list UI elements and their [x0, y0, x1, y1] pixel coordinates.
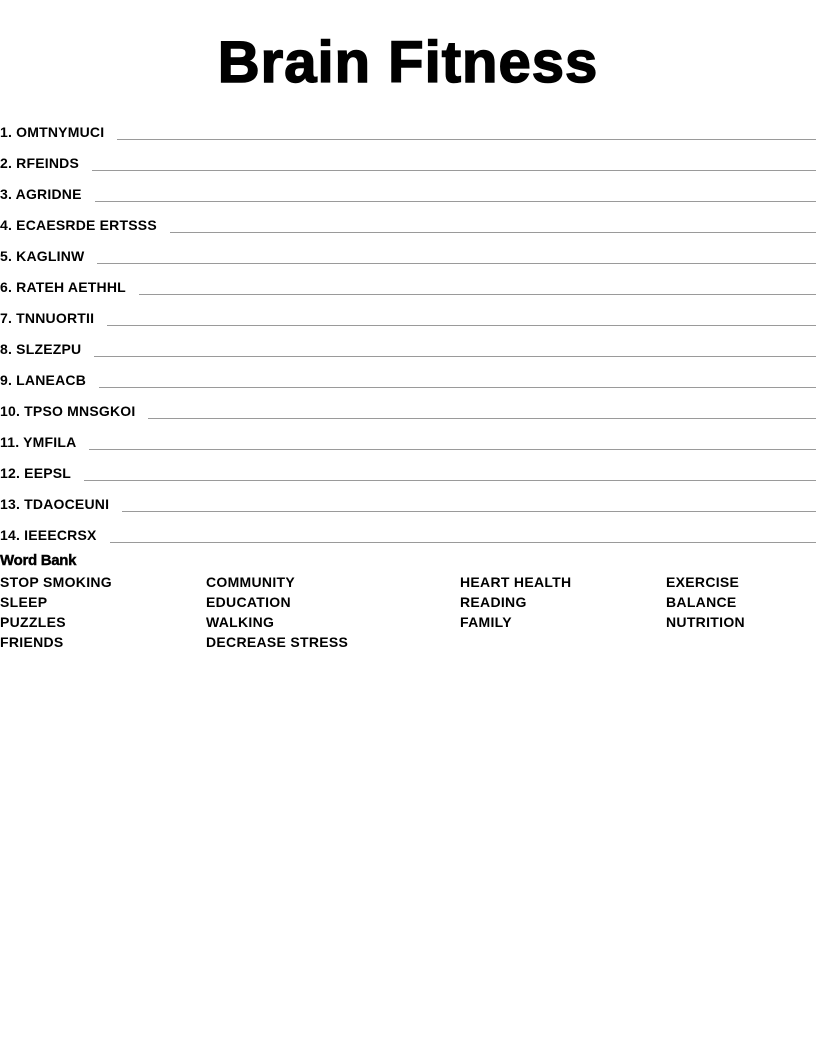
- answer-line[interactable]: [89, 448, 816, 450]
- question-label: 6. RATEH AETHHL: [0, 279, 126, 295]
- answer-line[interactable]: [92, 169, 816, 171]
- question-label: 5. KAGLINW: [0, 248, 85, 264]
- answer-line[interactable]: [117, 138, 816, 140]
- word-bank: [0, 572, 816, 652]
- answer-line[interactable]: [170, 231, 816, 233]
- answer-line[interactable]: [95, 200, 816, 202]
- question-label: 13. TDAOCEUNI: [0, 496, 110, 512]
- question-row: [0, 173, 816, 204]
- question-row: [0, 359, 816, 390]
- question-list: [0, 111, 816, 545]
- answer-line[interactable]: [110, 541, 816, 543]
- answer-line[interactable]: [139, 293, 816, 295]
- question-label: 10. TPSO MNSGKOI: [0, 403, 136, 419]
- word-bank-item: EDUCATION: [206, 594, 291, 610]
- question-row: [0, 514, 816, 545]
- word-bank-item: PUZZLES: [0, 614, 66, 630]
- question-row: [0, 297, 816, 328]
- question-label: 14. IEEECRSX: [0, 527, 97, 543]
- answer-line[interactable]: [99, 386, 816, 388]
- word-bank-item: STOP SMOKING: [0, 574, 112, 590]
- question-label: 1. OMTNYMUCI: [0, 124, 105, 140]
- page-title: Brain Fitness: [217, 30, 599, 95]
- question-label: 7. TNNUORTII: [0, 310, 95, 326]
- word-bank-item: SLEEP: [0, 594, 48, 610]
- question-row: [0, 328, 816, 359]
- question-row: [0, 452, 816, 483]
- question-label: 2. RFEINDS: [0, 155, 80, 171]
- question-row: [0, 204, 816, 235]
- question-label: 4. ECAESRDE ERTSSS: [0, 217, 157, 233]
- word-bank-item: COMMUNITY: [206, 574, 296, 590]
- question-row: [0, 421, 816, 452]
- question-row: [0, 111, 816, 142]
- question-row: [0, 483, 816, 514]
- word-bank-row: [0, 632, 816, 652]
- question-label: 12. EEPSL: [0, 465, 72, 481]
- question-row: [0, 142, 816, 173]
- word-bank-row: [0, 592, 816, 612]
- question-row: [0, 390, 816, 421]
- word-bank-title: Word Bank: [0, 552, 77, 569]
- answer-line[interactable]: [94, 355, 816, 357]
- question-label: 8. SLZEZPU: [0, 341, 82, 357]
- word-bank-item: FAMILY: [460, 614, 512, 630]
- word-bank-item: BALANCE: [666, 594, 737, 610]
- word-bank-item: READING: [460, 594, 527, 610]
- word-bank-row: [0, 612, 816, 632]
- question-label: 9. LANEACB: [0, 372, 87, 388]
- word-bank-item: NUTRITION: [666, 614, 745, 630]
- question-label: 11. YMFILA: [0, 434, 77, 450]
- word-bank-item: DECREASE STRESS: [206, 634, 349, 650]
- answer-line[interactable]: [122, 510, 816, 512]
- answer-line[interactable]: [84, 479, 816, 481]
- question-row: [0, 266, 816, 297]
- question-label: 3. AGRIDNE: [0, 186, 82, 202]
- word-bank-item: HEART HEALTH: [460, 574, 572, 590]
- word-bank-item: WALKING: [206, 614, 275, 630]
- answer-line[interactable]: [107, 324, 816, 326]
- answer-line[interactable]: [148, 417, 816, 419]
- word-bank-row: [0, 572, 816, 592]
- word-bank-item: FRIENDS: [0, 634, 64, 650]
- answer-line[interactable]: [97, 262, 816, 264]
- word-bank-item: EXERCISE: [666, 574, 740, 590]
- question-row: [0, 235, 816, 266]
